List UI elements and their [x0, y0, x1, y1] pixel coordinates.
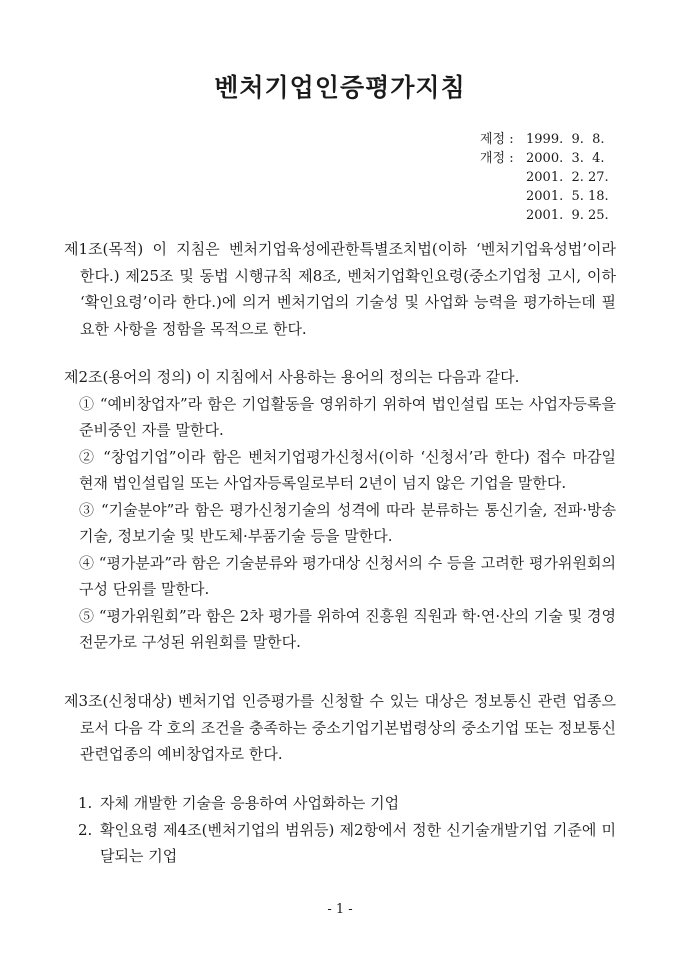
history-row — [480, 130, 609, 149]
history-date: 2001. 9. 25. — [526, 208, 609, 223]
definition-item: ① “예비창업자”라 함은 기업활동을 영위하기 위하여 법인설립 또는 사업자등록을 준비중인 자를 말한다. — [79, 394, 616, 439]
list-item-text: 확인요령 제4조(벤처기업의 범위등) 제2항에서 정한 신기술개발기업 기준에 미달되는 기업 — [100, 820, 616, 865]
history-date: 2001. 5. 18. — [526, 189, 609, 204]
history-label: 개정 : — [480, 151, 514, 166]
history-row — [480, 149, 609, 168]
history-row — [480, 187, 609, 206]
article-2-heading: 제2조(용어의 정의) 이 지침에서 사용하는 용어의 정의는 다음과 같다. — [64, 368, 520, 386]
history-row — [480, 168, 609, 187]
definition-item: ⑤ “평가위원회”라 함은 2차 평가를 위하여 진흥원 직원과 학·연·산의 기술 및 경영전문가로 구성된 위원회를 말한다. — [79, 606, 616, 651]
definition-item: ③ “기술분야”라 함은 평가신청기술의 성격에 따라 분류하는 통신기술, 전파·방송기술, 정보기술 및 반도체·부품기술 등을 말한다. — [79, 500, 616, 545]
history-date: 2001. 2. 27. — [526, 170, 609, 185]
history-date: 2000. 3. 4. — [526, 151, 605, 166]
history-label: 제정 : — [480, 132, 514, 147]
conditions-list — [64, 790, 616, 870]
history-label — [480, 187, 526, 206]
definition-item: ④ “평가분과”라 함은 기술분류와 평가대상 신청서의 수 등을 고려한 평가위원회의 구성 단위를 말한다. — [79, 553, 616, 598]
history-label — [480, 168, 526, 187]
list-item — [64, 790, 616, 817]
article-2-block — [64, 364, 616, 656]
document-title: 벤처기업인증평가지침 — [214, 73, 466, 102]
definition-item: ② “창업기업”이라 함은 벤처기업평가신청서(이하 ‘신청서’라 한다) 접수 마감일 현재 법인설립일 또는 사업자등록일로부터 2년이 넘지 않은 기업을 말한다. — [79, 447, 616, 492]
article-1-block — [64, 236, 616, 342]
revision-history — [480, 130, 609, 225]
list-item-text: 자체 개발한 기술을 응용하여 사업화하는 기업 — [100, 794, 400, 812]
history-label — [480, 206, 526, 225]
article-1: 제1조(목적) 이 지침은 벤처기업육성에관한특별조치법(이하 ‘벤처기업육성법’이라 한다.) 제25조 및 동법 시행규칙 제8조, 벤처기업확인요령(중소기업청 고시, 이하 ‘확인요령’이라 한다.)에 의거 벤처기업의 기술성 및 사업화 능력을 평가하는데 필요한 사항을 정함을 목적으로 한다. — [64, 240, 616, 338]
history-date: 1999. 9. 8. — [526, 132, 605, 147]
history-row — [480, 206, 609, 225]
article-3: 제3조(신청대상) 벤처기업 인증평가를 신청할 수 있는 대상은 정보통신 관련 업종으로서 다음 각 호의 조건을 충족하는 중소기업기본법령상의 중소기업 또는 정보통신 관련업종의 예비창업자로 한다. — [64, 692, 616, 763]
article-3-block — [64, 688, 616, 768]
list-item — [64, 817, 616, 870]
list-item-number: 1. — [78, 794, 93, 812]
list-item-number: 2. — [78, 820, 93, 839]
page-number: - 1 - — [327, 902, 353, 917]
